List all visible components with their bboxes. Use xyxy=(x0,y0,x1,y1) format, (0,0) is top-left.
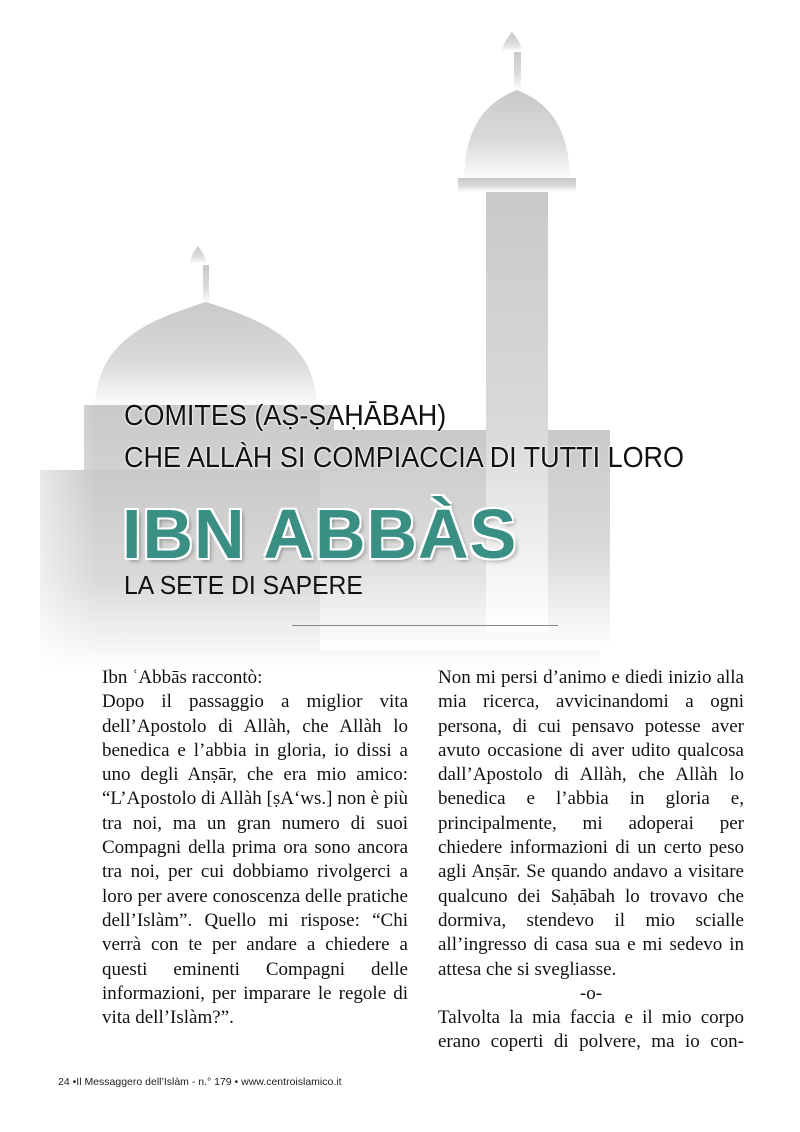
article-paragraph: Ibn ʿAbbās raccontò: xyxy=(102,667,263,688)
article-title: IBN ABBÀS xyxy=(122,495,518,573)
article-paragraph: Non mi persi d’animo e diedi inizio alla mia ricerca, avvicinandomi a ogni persona, di cui pensavo potesse aver avuto occasione di aver udito qualcosa dall’Apostolo di Allàh, che Allàh lo benedica e l’abbia in gloria e, principalmente, mi adoperai per chiedere informazioni di un certo peso agli Anṣār. Se quando andavo a visitare qualcuno dei Saḥābah lo trovavo che dormiva, stendevo il mio scialle all’ingresso di casa sua e mi sedevo in attesa che si svegliasse. xyxy=(438,667,744,980)
article-paragraph: Talvolta la mia faccia e il mio corpo erano coperti di polvere, ma io con- xyxy=(438,1007,744,1053)
title-divider xyxy=(292,625,558,626)
article-subtitle: LA SETE DI SAPERE xyxy=(124,570,363,600)
page-footer: 24 •Il Messaggero dell’Islàm - n.° 179 • www.centroislamico.it xyxy=(58,1076,342,1088)
section-separator: -o- xyxy=(579,982,603,1004)
article-paragraph: Dopo il passaggio a miglior vita dell’Apostolo di Allàh, che Allàh lo benedica e l’abbia in gloria, io dissi a uno degli Anṣār, che era mio amico: “L’Apostolo di Allàh [ṣAʻws.] non è più tra noi, ma un gran numero di suoi Compagni della prima ora sono ancora tra noi, per cui dobbiamo rivolgerci a loro per avere conoscenza delle pratiche dell’Islàm”. Quello mi rispose: “Chi verrà con te per andare a chiedere a questi eminenti Compagni delle informazioni, per imparare le regole di vita dell’Islàm?”. xyxy=(102,691,408,1029)
series-kicker-line-1: COMITES (AṢ-ṢAḤĀBAH) xyxy=(124,400,447,432)
article-column-right xyxy=(438,666,744,1055)
article-column-left xyxy=(102,666,408,1030)
series-kicker-line-2: CHE ALLÀH SI COMPIACCIA DI TUTTI LORO xyxy=(124,442,685,474)
